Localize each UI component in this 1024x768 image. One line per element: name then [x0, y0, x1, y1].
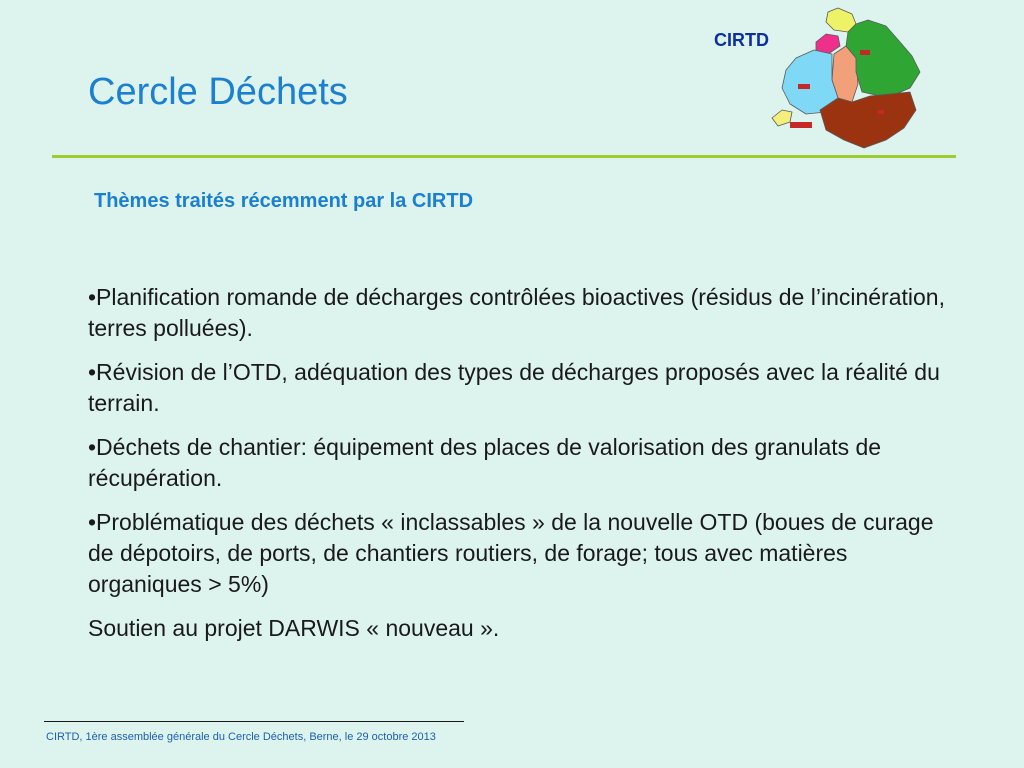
slide-subtitle: Thèmes traités récemment par la CIRTD — [94, 190, 474, 212]
map-marker — [860, 50, 870, 55]
bullet-list — [88, 282, 948, 657]
map-marker — [878, 110, 884, 114]
bullet-item: •Planification romande de décharges contrôlées bioactives (résidus de l’incinération, terres polluées). — [88, 284, 945, 341]
bullet-item: Soutien au projet DARWIS « nouveau ». — [88, 615, 500, 641]
map-marker — [798, 84, 810, 89]
footer-text: CIRTD, 1ère assemblée générale du Cercle Déchets, Berne, le 29 octobre 2013 — [46, 731, 436, 743]
slide-title: Cercle Déchets — [88, 71, 348, 113]
bullet-item: •Problématique des déchets « inclassables » de la nouvelle OTD (boues de curage de dépotoirs, de ports, de chantiers routiers, de forage; tous avec matières organiques > 5%) — [88, 509, 934, 597]
bullet-item: •Révision de l’OTD, adéquation des types de décharges proposés avec la réalité du terrain. — [88, 359, 940, 416]
footer-divider — [44, 721, 464, 722]
bullet-item: •Déchets de chantier: équipement des places de valorisation des granulats de récupération. — [88, 434, 882, 491]
map-marker — [790, 122, 812, 128]
cirtd-logo-text: CIRTD — [714, 30, 769, 50]
title-divider — [52, 155, 956, 158]
map-region-valais — [820, 92, 916, 148]
cirtd-map-logo — [710, 2, 926, 152]
map-region-geneve — [772, 110, 792, 126]
